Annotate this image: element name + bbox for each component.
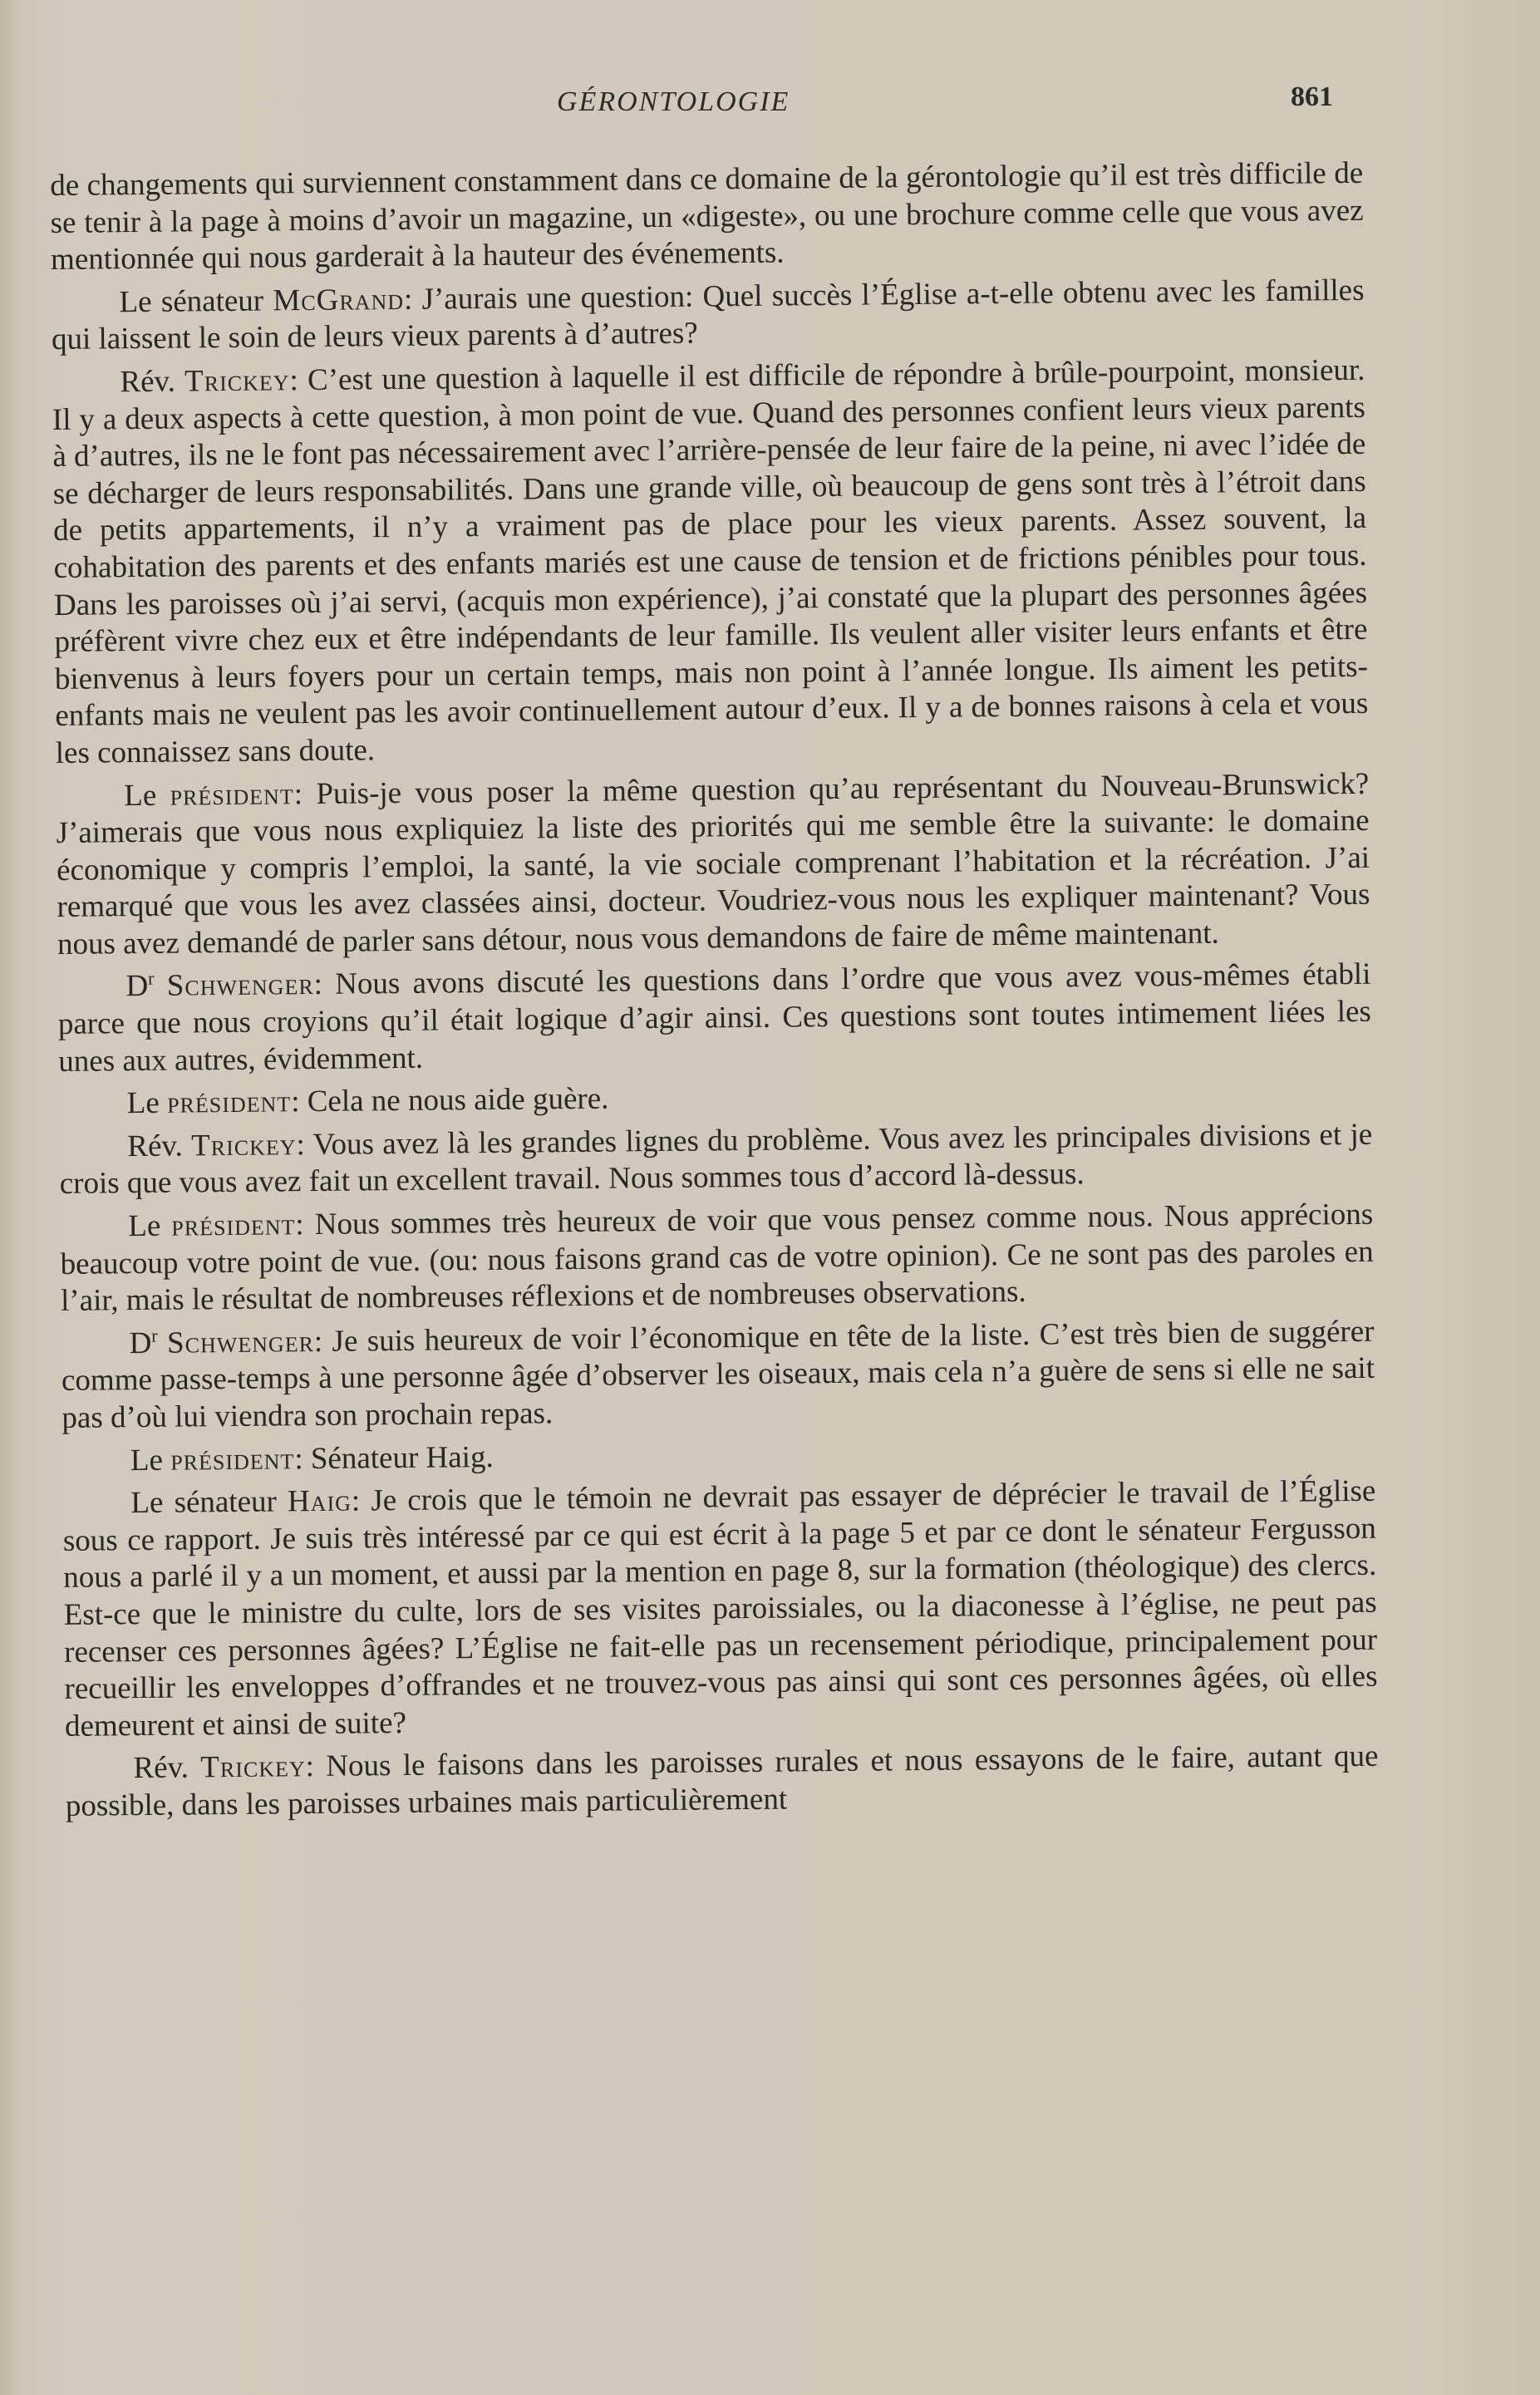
speaker-name: Trickey bbox=[184, 363, 290, 399]
speaker-title-superscript: r bbox=[151, 1325, 158, 1346]
speaker-prefix: Rév. bbox=[133, 1750, 201, 1786]
paragraph-text: Nous le faisons dans les paroisses rurales et nous essayons de le faire, autant que possible, dans les paroisses urbaines mais particulièrement bbox=[65, 1739, 1379, 1823]
paragraph-text: C’est une question à laquelle il est difficile de répondre à brûle-pourpoint, monsieur. Il y a deux aspects à cette question, à mon point de vue. Quand des personnes confient leurs vieux parents à d’autres, ils ne le font pas nécessairement avec l’arrière-pensée de leur faire de la peine, ni avec l’idée de se décharger de leurs responsabilités. Dans une grande ville, où beaucoup de gens sont très à l’étroit dans de petits appartements, il n’y a vraiment pas de place pour les vieux parents. Assez souvent, la cohabitation des parents et des enfants mariés est une cause de tension et de frictions pénibles pour tous. Dans les paroisses où j’ai servi, (acquis mon expérience), j’ai constaté que la plupart des personnes âgées préfèrent vivre chez eux et être indépendants de leur famille. Ils veulent aller visiter leurs enfants et être bienvenus à leurs foyers pour un certain temps, mais non point à l’année longue. Ils aiment les petits-enfants mais ne veulent pas les avoir continuellement autour d’eux. Il y a de bonnes raisons à cela et vous les connaissez sans doute. bbox=[52, 352, 1369, 770]
paragraph-text: Nous avons discuté les questions dans l’ordre que vous avez vous-mêmes établi parce que nous croyions qu’il était logique d’agir ainsi. Ces questions sont toutes intimement liées les unes aux autres, évidemment. bbox=[57, 957, 1372, 1079]
speaker-name: Trickey bbox=[200, 1749, 306, 1785]
paragraph bbox=[50, 155, 1364, 279]
speaker-name: président bbox=[166, 1084, 292, 1120]
page-header bbox=[0, 80, 1540, 130]
speaker-name: Haig bbox=[287, 1483, 352, 1519]
speaker-name: président bbox=[170, 1441, 295, 1478]
speaker-paragraph: Le président: Puis-je vous poser la même question qu’au représentant du Nouveau-Brunswick? J’aimerais que vous nous expliquiez la liste des priorités qui me semble être la suivante: le domaine économique y compris l’emploi, la santé, la vie sociale comprenant l’habitation et la récréation. J’ai remarqué que vous les avez classées ainsi, docteur. Voudriez-vous nous les expliquer maintenant? Vous nous avez demandé de parler sans détour, nous vous demandons de faire de même maintenant. bbox=[56, 766, 1370, 961]
speaker-paragraph: Le sénateur Haig: Je crois que le témoin ne devrait pas essayer de déprécier le travail de l’Église sous ce rapport. Je suis très intéressé par ce qui est écrit à la page 5 et par ce dont le sénateur Fergusson nous a parlé il y a un moment, et aussi par la mention en page 8, sur la formation (théologique) des clercs. Est-ce que le ministre du culte, lors de ses visites paroissiales, ou la diaconesse à l’église, ne peut pas recenser ces personnes âgées? L’Église ne fait-elle pas un recensement périodique, principalement pour recueillir les enveloppes d’offrandes et ne trouvez-vous pas ainsi qui sont ces personnes âgées, où elles demeurent et ainsi de suite? bbox=[62, 1473, 1378, 1743]
speaker-prefix: Le sénateur bbox=[130, 1484, 288, 1521]
speaker-prefix: Le bbox=[126, 1085, 168, 1121]
speaker-prefix: D bbox=[125, 969, 149, 1004]
paragraph-text: Cela ne nous aide guère. bbox=[307, 1081, 609, 1119]
paragraph-text: Je crois que le témoin ne devrait pas essayer de déprécier le travail de l’Église sous ce rapport. Je suis très intéressé par ce qui est écrit à la page 5 et par ce dont le sénateur Fergusson nous a parlé il y a un moment, et aussi par la mention en page 8, sur la formation (théologique) des clercs. Est-ce que le ministre du culte, lors de ses visites paroissiales, ou la diaconesse à l’église, ne peut pas recenser ces personnes âgées? L’Église ne fait-elle pas un recensement périodique, principalement pour recueillir les enveloppes d’offrandes et ne trouvez-vous pas ainsi qui sont ces personnes âgées, où elles demeurent et ainsi de suite? bbox=[62, 1473, 1378, 1743]
speaker-paragraph: $D^r$ Schwenger: Je suis heureux de voir l’économique en tête de la liste. C’est très bien de suggérer comme passe-temps à une personne âgée d’observer les oiseaux, mais cela n’a guère de sens si elle ne sait pas d’où lui viendra son prochain repas. bbox=[61, 1314, 1375, 1435]
speaker-paragraph: $D^r$ Schwenger: Nous avons discuté les questions dans l’ordre que vous avez vous-mêmes établi parce que nous croyions qu’il était logique d’agir ainsi. Ces questions sont toutes intimement liées les unes aux autres, évidemment. bbox=[57, 957, 1372, 1079]
speaker-paragraph: Rév. Trickey: Vous avez là les grandes lignes du problème. Vous avez les principales divisions et je crois que vous avez fait un excellent travail. Nous sommes tous d’accord là-dessus. bbox=[59, 1117, 1373, 1202]
speaker-name: président bbox=[170, 776, 294, 813]
body-text bbox=[50, 155, 1379, 1832]
speaker-name: Schwenger bbox=[166, 1324, 315, 1360]
paragraph-text: Nous sommes très heureux de voir que vous pensez comme nous. Nous apprécions beaucoup votre point de vue. (ou: nous faisons grand cas de votre opinion). Ce ne sont pas des paroles en l’air, mais le résultat de nombreuses réflexions et de nombreuses observations. bbox=[60, 1197, 1374, 1319]
speaker-name: Trickey bbox=[190, 1128, 297, 1163]
paragraph-text: de changements qui surviennent constamment dans ce domaine de la gérontologie qu’il est très difficile de se tenir à la page à moins d’avoir un magazine, un «digeste», ou une brochure comme celle que vous avez mentionnée qui nous garderait à la hauteur des événements. bbox=[50, 155, 1364, 278]
speaker-title-superscript: r bbox=[147, 967, 155, 990]
speaker-name: président bbox=[171, 1207, 296, 1243]
speaker-paragraph: Rév. Trickey: C’est une question à laquelle il est difficile de répondre à brûle-pourpoint, monsieur. Il y a deux aspects à cette question, à mon point de vue. Quand des personnes confient leurs vieux parents à d’autres, ils ne le font pas nécessairement avec l’arrière-pensée de leur faire de la peine, ni avec l’idée de se décharger de leurs responsabilités. Dans une grande ville, où beaucoup de gens sont très à l’étroit dans de petits appartements, il n’y a vraiment pas de place pour les vieux parents. Assez souvent, la cohabitation des parents et des enfants mariés est une cause de tension et de frictions pénibles pour tous. Dans les paroisses où j’ai servi, (acquis mon expérience), j’ai constaté que la plupart des personnes âgées préfèrent vivre chez eux et être indépendants de leur famille. Ils veulent aller visiter leurs enfants et être bienvenus à leurs foyers pour un certain temps, mais non point à l’année longue. Ils aiment les petits-enfants mais ne veulent pas les avoir continuellement autour d’eux. Il y a de bonnes raisons à cela et vous les connaissez sans doute. bbox=[52, 352, 1369, 770]
speaker-prefix: Rév. bbox=[120, 364, 185, 400]
speaker-prefix: D bbox=[129, 1325, 152, 1360]
speaker-paragraph: Le président: Cela ne nous aide guère. bbox=[126, 1081, 609, 1121]
speaker-paragraph: Le président: Nous sommes très heureux de voir que vous pensez comme nous. Nous apprécions beaucoup votre point de vue. (ou: nous faisons grand cas de votre opinion). Ce ne sont pas des paroles en l’air, mais le résultat de nombreuses réflexions et de nombreuses observations. bbox=[60, 1197, 1374, 1319]
speaker-prefix: Le bbox=[128, 1208, 172, 1244]
speaker-paragraph: Le président: Sénateur Haig. bbox=[130, 1439, 494, 1478]
speaker-name: Schwenger bbox=[166, 967, 314, 1004]
speaker-prefix: Le sénateur bbox=[119, 283, 273, 319]
speaker-paragraph: Rév. Trickey: Nous le faisons dans les paroisses rurales et nous essayons de le faire, autant que possible, dans les paroisses urbaines mais particulièrement bbox=[65, 1739, 1379, 1823]
speaker-prefix: Le bbox=[124, 778, 170, 813]
speaker-paragraph: Le sénateur McGrand: J’aurais une question: Quel succès l’Église a-t-elle obtenu avec les familles qui laissent le soin de leurs vieux parents à d’autres? bbox=[51, 273, 1365, 357]
paragraph-text: Je suis heureux de voir l’économique en tête de la liste. C’est très bien de suggérer comme passe-temps à une personne âgée d’observer les oiseaux, mais cela n’a guère de sens si elle ne sait pas d’où lui viendra son prochain repas. bbox=[61, 1314, 1375, 1435]
speaker-prefix: Rév. bbox=[127, 1129, 192, 1164]
running-title: GÉRONTOLOGIE bbox=[557, 86, 790, 117]
page-number: 861 bbox=[1291, 81, 1333, 112]
speaker-prefix: Le bbox=[130, 1443, 171, 1478]
paragraph-text: J’aurais une question: Quel succès l’Église a-t-elle obtenu avec les familles qui laissent le soin de leurs vieux parents à d’autres? bbox=[51, 273, 1365, 357]
speaker-name: McGrand bbox=[273, 282, 405, 318]
paragraph-text: Puis-je vous poser la même question qu’au représentant du Nouveau-Brunswick? J’aimerais que vous nous expliquiez la liste des priorités qui me semble être la suivante: le domaine économique y compris l’emploi, la santé, la vie sociale comprenant l’habitation et la récréation. J’ai remarqué que vous les avez classées ainsi, docteur. Voudriez-vous nous les expliquer maintenant? Vous nous avez demandé de parler sans détour, nous vous demandons de faire de même maintenant. bbox=[56, 766, 1370, 961]
paragraph-text: Vous avez là les grandes lignes du problème. Vous avez les principales divisions et je crois que vous avez fait un excellent travail. Nous sommes tous d’accord là-dessus. bbox=[59, 1117, 1373, 1202]
paragraph-text: Sénateur Haig. bbox=[310, 1439, 494, 1476]
